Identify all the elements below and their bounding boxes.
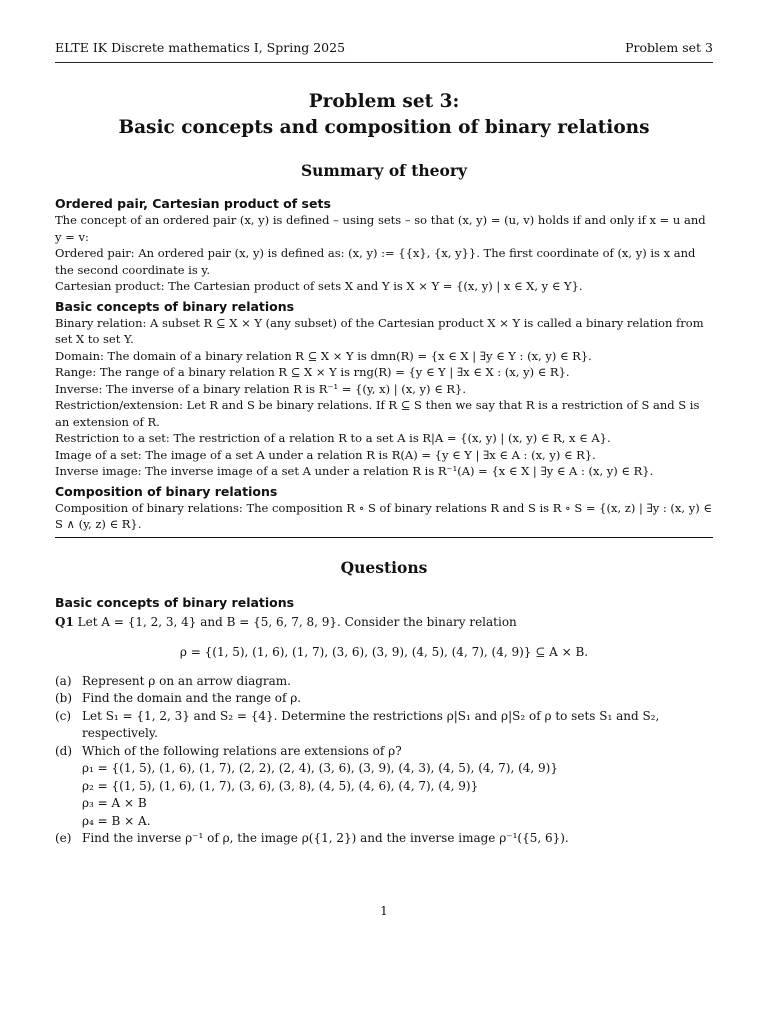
- question-label: Q1: [55, 614, 74, 629]
- item-label: [55, 778, 82, 796]
- item-text: ρ₄ = B × A.: [82, 813, 151, 828]
- item-text: Find the domain and the range of ρ.: [82, 691, 302, 705]
- question-1: [55, 613, 713, 631]
- item-label: (a): [55, 673, 72, 688]
- theory-summary: [55, 195, 713, 533]
- header-problem-set: Problem set 3: [625, 40, 713, 55]
- theory-paragraph: Cartesian product: The Cartesian product of sets X and Y is X × Y = {(x, y) | x ∈ X, y ∈ Y}.: [55, 279, 583, 293]
- question-items: [55, 673, 713, 848]
- item-text: ρ₂ = {(1, 5), (1, 6), (1, 7), (3, 6), (3, 8), (4, 5), (4, 6), (4, 7), (4, 9)}: [82, 778, 479, 793]
- document-title: [55, 89, 713, 141]
- document-page: [55, 40, 713, 848]
- questions-heading: Questions: [340, 557, 428, 577]
- candidate-relation-3: [55, 795, 713, 813]
- theory-ordered-pair: [55, 195, 713, 295]
- theory-paragraph: Composition of binary relations: The composition R ∘ S of binary relations R and S is R ∘ S = {(x, z) | ∃y : (x, y) ∈ S ∧ (y, z) ∈ R}.: [55, 500, 712, 531]
- theory-paragraph: Range: The range of a binary relation R ⊆ X × Y is rng(R) = {y ∈ Y | ∃x ∈ X : (x, y) ∈ R}.: [55, 365, 570, 379]
- theory-paragraph: Ordered pair: An ordered pair (x, y) is defined as: (x, y) := {{x}, {x, y}}. The first coordinate of (x, y) is x and the second coordinate is y.: [55, 246, 696, 277]
- item-label: (c): [55, 708, 72, 723]
- theory-heading: Composition of binary relations: [55, 483, 278, 499]
- item-label: [55, 813, 82, 831]
- theory-paragraph: Restriction to a set: The restriction of a relation R to a set A is R|A = {(x, y) | (x, y) ∈ R, x ∈ A}.: [55, 431, 611, 445]
- theory-paragraph: Inverse image: The inverse image of a set A under a relation R is R⁻¹(A) = {x ∈ X | ∃y ∈ A : (x, y) ∈ R}.: [55, 464, 654, 478]
- title-line-2: Basic concepts and composition of binary relations: [118, 117, 650, 138]
- theory-paragraph: Domain: The domain of a binary relation R ⊆ X × Y is dmn(R) = {x ∈ X | ∃y ∈ Y : (x, y) ∈ R}.: [55, 348, 592, 363]
- item-label: [55, 760, 82, 778]
- theory-paragraph: The concept of an ordered pair (x, y) is defined – using sets – so that (x, y) = (u, v) holds if and only if x = u and y = v:: [55, 213, 706, 244]
- candidate-relation-2: [55, 778, 713, 796]
- page-number: 1: [380, 904, 388, 918]
- item-text: Represent ρ on an arrow diagram.: [82, 673, 291, 688]
- questions-subheading: Basic concepts of binary relations: [55, 594, 295, 610]
- theory-paragraph: Image of a set: The image of a set A under a relation R is R(A) = {y ∈ Y | ∃x ∈ A : (x, y) ∈ R}.: [55, 447, 596, 462]
- question-item-c: [55, 708, 713, 743]
- theory-paragraph: Inverse: The inverse of a binary relation R is R⁻¹ = {(y, x) | (x, y) ∈ R}.: [55, 381, 466, 396]
- running-header: [55, 40, 713, 63]
- item-text: ρ₃ = A × B: [82, 796, 147, 810]
- item-text: Find the inverse ρ⁻¹ of ρ, the image ρ({1, 2}) and the inverse image ρ⁻¹({5, 6}).: [82, 831, 569, 845]
- candidate-relation-1: [55, 760, 713, 778]
- question-item-a: [55, 673, 713, 691]
- header-course: ELTE IK Discrete mathematics I, Spring 2025: [55, 40, 346, 55]
- summary-heading: Summary of theory: [300, 161, 468, 180]
- theory-binary-relations: [55, 298, 713, 480]
- item-label: (d): [55, 743, 73, 758]
- question-item-d: [55, 743, 713, 761]
- item-text: Which of the following relations are extensions of ρ?: [82, 743, 402, 758]
- item-text: ρ₁ = {(1, 5), (1, 6), (1, 7), (2, 2), (2, 4), (3, 6), (3, 9), (4, 3), (4, 5), (4, 7), (4, 9)}: [82, 761, 558, 775]
- question-item-e: [55, 830, 713, 848]
- section-divider: [55, 537, 713, 538]
- theory-composition: [55, 483, 713, 533]
- title-line-1: Problem set 3:: [308, 91, 460, 112]
- theory-heading: Ordered pair, Cartesian product of sets: [55, 196, 331, 211]
- relation-definition: ρ = {(1, 5), (1, 6), (1, 7), (3, 6), (3, 9), (4, 5), (4, 7), (4, 9)} ⊆ A × B.: [179, 644, 589, 659]
- question-intro: Let A = {1, 2, 3, 4} and B = {5, 6, 7, 8, 9}. Consider the binary relation: [77, 614, 517, 629]
- item-label: (b): [55, 691, 73, 705]
- candidate-relation-4: [55, 813, 713, 831]
- question-item-b: [55, 690, 713, 708]
- item-label: [55, 795, 82, 813]
- theory-heading: Basic concepts of binary relations: [55, 298, 295, 314]
- theory-paragraph: Binary relation: A subset R ⊆ X × Y (any subset) of the Cartesian product X × Y is called a binary relation from set X to set Y.: [55, 315, 704, 346]
- item-text: Let S₁ = {1, 2, 3} and S₂ = {4}. Determine the restrictions ρ|S₁ and ρ|S₂ of ρ to sets S₁ and S₂, respectively.: [82, 708, 660, 740]
- theory-paragraph: Restriction/extension: Let R and S be binary relations. If R ⊆ S then we say that R is a restriction of S and S is an extension of R.: [55, 398, 700, 429]
- item-label: (e): [55, 831, 72, 845]
